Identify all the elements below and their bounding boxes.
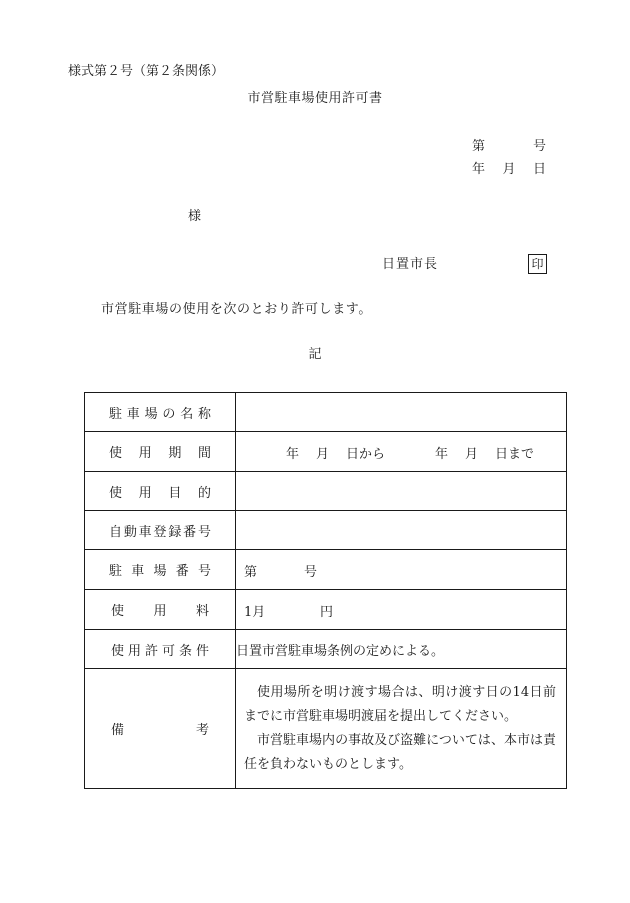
recipient-honorific: 様 [188, 209, 202, 224]
label-parking-name: 駐車場の名称 [85, 393, 236, 432]
period-year-end: 年 [435, 447, 449, 462]
fee-currency: 円 [320, 605, 334, 620]
issuer-name: 日置市長 [382, 257, 439, 272]
issue-number [472, 139, 546, 155]
label-remarks: 備考 [85, 669, 236, 789]
issue-date-month: 月 [502, 162, 516, 177]
table-row [85, 511, 567, 550]
period-day-end: 日まで [495, 447, 535, 462]
permit-details-table [84, 392, 567, 789]
remarks-paragraph: 市営駐車場内の事故及び盗難については、本市は責任を負わないものとします。 [244, 732, 556, 772]
issue-number-suffix: 号 [532, 139, 546, 154]
value-usage-fee [236, 590, 567, 630]
value-parking-number [236, 550, 567, 590]
value-vehicle-registration [236, 511, 567, 550]
value-usage-purpose [236, 472, 567, 511]
table-row [85, 393, 567, 432]
remarks-paragraph: 使用場所を明け渡す場合は、明け渡す日の14日前までに市営駐車場明渡届を提出してください。 [244, 684, 556, 724]
parking-number-prefix: 第 [244, 565, 258, 580]
label-usage-period: 使用期間 [85, 432, 236, 472]
form-number: 様式第２号（第２条関係） [68, 64, 225, 79]
period-month-end: 月 [465, 447, 479, 462]
document-title: 市営駐車場使用許可書 [247, 91, 383, 106]
label-vehicle-registration: 自動車登録番号 [85, 511, 236, 550]
value-permit-conditions: 日置市営駐車場条例の定めによる。 [236, 630, 567, 669]
period-year-start: 年 [286, 447, 300, 462]
intro-sentence: 市営駐車場の使用を次のとおり許可します。 [101, 302, 372, 317]
period-day-start: 日から [346, 447, 386, 462]
value-remarks [236, 669, 567, 789]
label-parking-number: 駐車場番号 [85, 550, 236, 590]
seal-stamp-box: 印 [528, 254, 547, 274]
label-usage-fee: 使用料 [85, 590, 236, 630]
issue-number-prefix: 第 [472, 139, 486, 154]
issue-date [472, 162, 546, 178]
table-row [85, 630, 567, 669]
issue-date-year: 年 [472, 162, 486, 177]
ki-heading: 記 [308, 347, 322, 362]
parking-number-suffix: 号 [304, 565, 318, 580]
label-usage-purpose: 使用目的 [85, 472, 236, 511]
fee-unit: 1月 [244, 605, 266, 620]
table-row [85, 550, 567, 590]
value-parking-name [236, 393, 567, 432]
label-permit-conditions: 使用許可条件 [85, 630, 236, 669]
table-row [85, 432, 567, 472]
value-usage-period [236, 432, 567, 472]
table-row [85, 472, 567, 511]
table-row [85, 669, 567, 789]
issue-date-day: 日 [532, 162, 546, 177]
period-month-start: 月 [316, 447, 330, 462]
table-row [85, 590, 567, 630]
